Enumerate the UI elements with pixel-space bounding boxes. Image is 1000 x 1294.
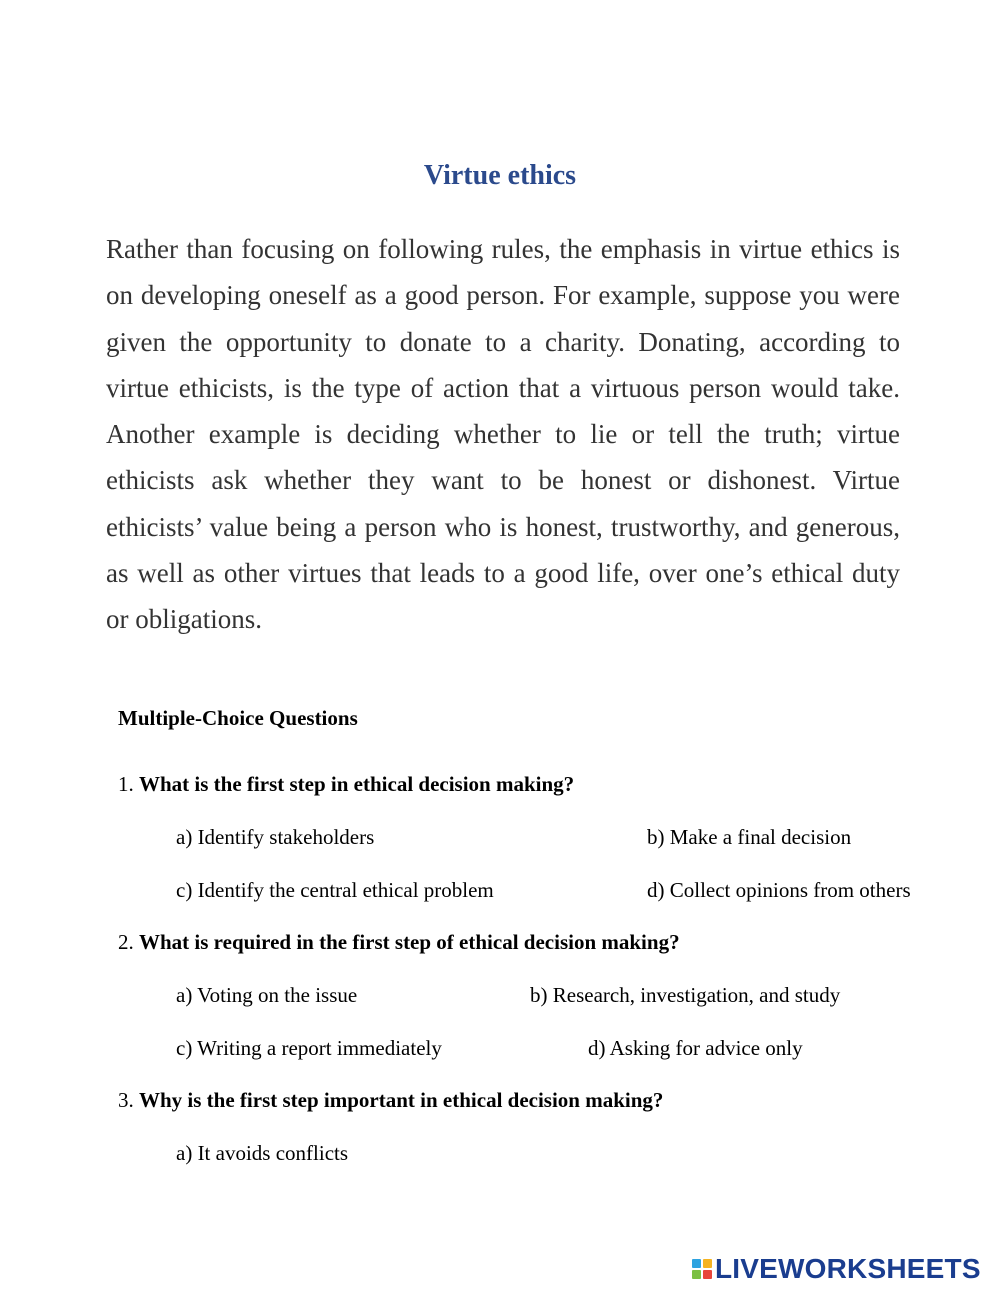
reading-passage: Rather than focusing on following rules, the emphasis in virtue ethics is on developing oneself as a good person. For example, suppose you were given the opportunity to donate to a charity. Donating, according to virtue ethicists, is the type of action that a virtuous person would take. Another example is deciding whether to lie or tell the truth; virtue ethicists ask whether they want to be honest or dishonest. Virtue ethicists’ value being a person who is honest, trustworthy, and generous, as well as other virtues that leads to a good life, over one’s ethical duty or obligations. [106,234,900,635]
question-2-option-b[interactable]: b) Research, investigation, and study [530,983,841,1007]
question-1 [118,772,574,797]
question-2 [118,930,680,955]
question-number: 2. [118,930,134,954]
question-text: What is the first step in ethical decision making? [139,772,575,796]
question-1-option-b[interactable]: b) Make a final decision [647,825,852,849]
page-title: Virtue ethics [423,160,577,191]
question-number: 1. [118,772,134,796]
quiz-section-title: Multiple-Choice Questions [118,706,358,730]
question-1-option-c[interactable]: c) Identify the central ethical problem [176,878,494,902]
question-text: Why is the first step important in ethical decision making? [139,1088,664,1112]
liveworksheets-logo [692,1252,981,1286]
question-text: What is required in the first step of ethical decision making? [139,930,680,954]
question-3-option-a[interactable]: a) It avoids conflicts [176,1141,349,1165]
brand-name: LIVEWORKSHEETS [715,1253,981,1284]
question-1-option-d[interactable]: d) Collect opinions from others [647,878,911,902]
question-number: 3. [118,1088,134,1112]
logo-mark-icon [692,1259,712,1279]
question-2-option-c[interactable]: c) Writing a report immediately [176,1036,442,1060]
question-1-option-a[interactable]: a) Identify stakeholders [176,825,375,849]
question-2-option-d[interactable]: d) Asking for advice only [588,1036,803,1060]
question-3 [118,1088,663,1113]
question-2-option-a[interactable]: a) Voting on the issue [176,983,358,1007]
